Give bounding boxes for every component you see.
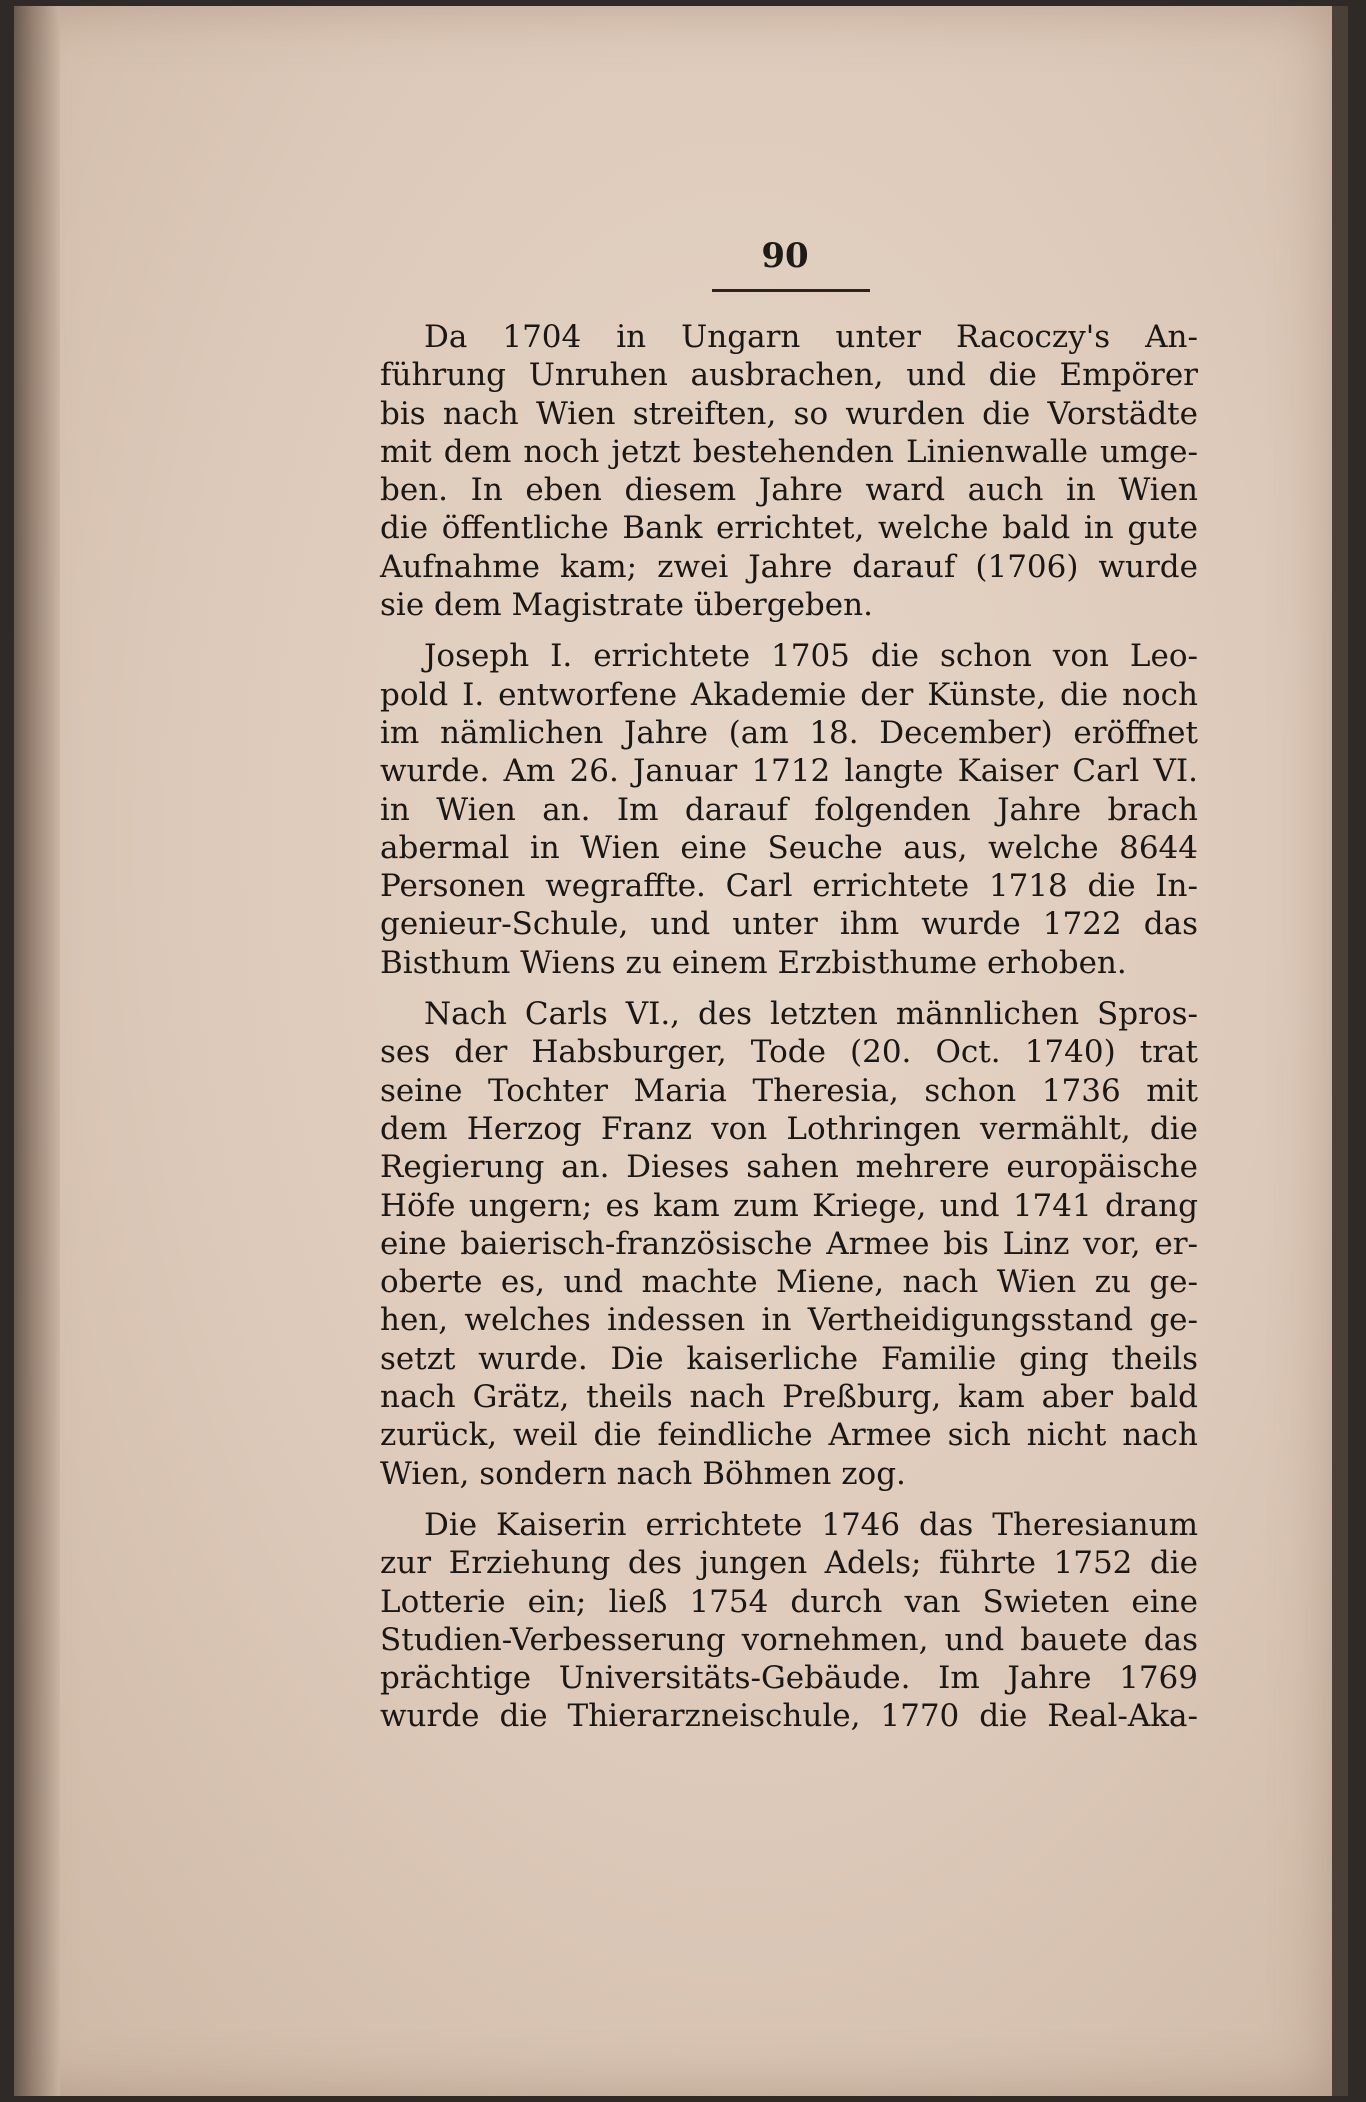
text-line: ses der Habsburger, Tode (20. Oct. 1740) trat (380, 1034, 1198, 1071)
text-line: die öffentliche Bank errichtet, welche bald in gute (380, 510, 1198, 547)
text-line: wurde. Am 26. Januar 1712 langte Kaiser Carl VI. (380, 753, 1198, 790)
text-line: nach Grätz, theils nach Preßburg, kam aber bald (380, 1379, 1198, 1416)
text-line: Lotterie ein; ließ 1754 durch van Swieten eine (380, 1583, 1198, 1620)
text-line: prächtige Universitäts-Gebäude. Im Jahre 1769 (380, 1660, 1198, 1697)
text-line: Personen wegraffte. Carl errichtete 1718 die In- (380, 868, 1198, 905)
text-line: im nämlichen Jahre (am 18. December) eröffnet (380, 714, 1198, 751)
text-line: Studien-Verbesserung vornehmen, und bauete das (380, 1621, 1198, 1658)
text-line: Die Kaiserin errichtete 1746 das Theresianum (424, 1506, 1198, 1543)
text-line: Regierung an. Dieses sahen mehrere europäische (380, 1149, 1198, 1186)
text-line: ben. In eben diesem Jahre ward auch in Wien (380, 472, 1198, 509)
text-line: pold I. entworfene Akademie der Künste, die noch (380, 676, 1198, 713)
text-line: wurde die Thierarzneischule, 1770 die Real-Aka- (380, 1698, 1198, 1735)
text-line: abermal in Wien eine Seuche aus, welche 8644 (380, 829, 1198, 866)
paragraph-4 (380, 1506, 1198, 1736)
text-line: sie dem Magistrate übergeben. (380, 587, 873, 624)
text-line: zur Erziehung des jungen Adels; führte 1752 die (380, 1545, 1198, 1582)
text-line: in Wien an. Im darauf folgenden Jahre brach (380, 791, 1198, 828)
text-line: genieur-Schule, und unter ihm wurde 1722 das (380, 906, 1198, 943)
text-line: oberte es, und machte Miene, nach Wien zu ge- (380, 1264, 1198, 1301)
paragraph-3 (380, 995, 1198, 1493)
text-line: mit dem noch jetzt bestehenden Linienwalle umge- (380, 433, 1198, 470)
header-rule (712, 289, 870, 292)
text-line: eine baierisch-französische Armee bis Linz vor, er- (380, 1225, 1198, 1262)
page-number: 90 (761, 236, 809, 276)
text-line: hen, welches indessen in Vertheidigungsstand ge- (380, 1302, 1198, 1339)
text-line: führung Unruhen ausbrachen, und die Empörer (380, 357, 1198, 394)
body-text (380, 318, 1198, 1749)
text-line: Aufnahme kam; zwei Jahre darauf (1706) wurde (380, 548, 1198, 585)
text-line: Wien, sondern nach Böhmen zog. (380, 1455, 906, 1492)
paragraph-1 (380, 318, 1198, 624)
text-line: zurück, weil die feindliche Armee sich nicht nach (380, 1417, 1198, 1454)
text-line: seine Tochter Maria Theresia, schon 1736 mit (380, 1072, 1198, 1109)
page-gutter (14, 6, 60, 2096)
text-line: Joseph I. errichtete 1705 die schon von Leo- (424, 638, 1198, 675)
text-line: Nach Carls VI., des letzten männlichen Spros- (424, 996, 1198, 1033)
text-line: setzt wurde. Die kaiserliche Familie ging theils (380, 1340, 1198, 1377)
text-line: Bisthum Wiens zu einem Erzbisthume erhoben. (380, 944, 1127, 981)
text-line: dem Herzog Franz von Lothringen vermählt, die (380, 1110, 1198, 1147)
text-line: Höfe ungern; es kam zum Kriege, und 1741 drang (380, 1187, 1198, 1224)
paragraph-2 (380, 637, 1198, 982)
text-line: bis nach Wien streiften, so wurden die Vorstädte (380, 395, 1198, 432)
text-line: Da 1704 in Ungarn unter Racoczy's An- (424, 319, 1198, 355)
